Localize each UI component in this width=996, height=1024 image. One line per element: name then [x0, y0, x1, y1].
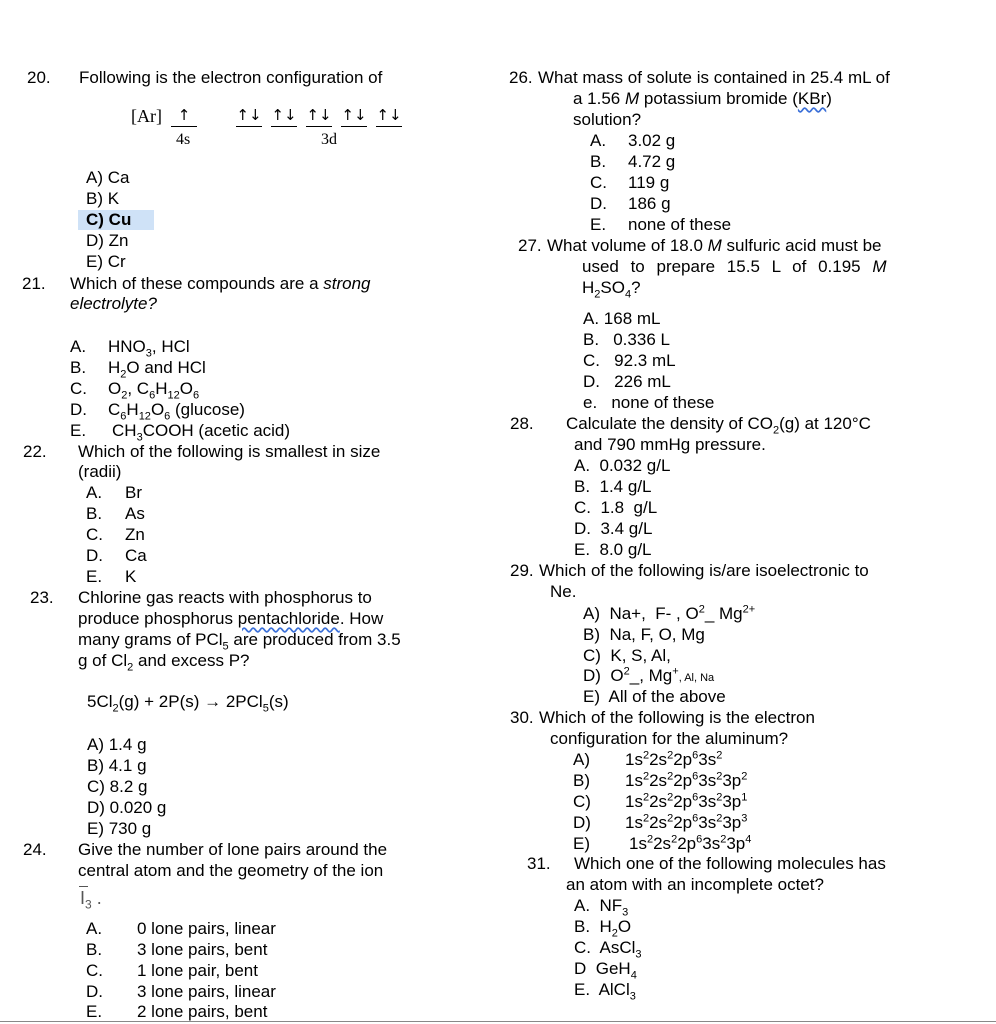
q29-option-b[interactable]: B) Na, F, O, Mg [583, 625, 705, 644]
q23-spellcheck-word: pentachloride [237, 609, 340, 628]
q24-stem-line1: Give the number of lone pairs around the [78, 840, 388, 859]
q26-option-c[interactable]: 119 g [628, 173, 670, 192]
q30-option-e[interactable]: $1s^22s^22p^63s^23p^4$ [629, 833, 752, 853]
q27-option-b[interactable]: B. 0.336 L [583, 330, 670, 349]
q31-stem-line2: an atom with an incomplete octet? [566, 875, 824, 894]
orbital-4s-box: ↑ [171, 104, 197, 127]
q26-stem-text: a 1.56 [573, 89, 625, 108]
page-bottom-divider [0, 1021, 996, 1022]
q30-option-d[interactable]: $1s^22s^22p^63s^23p^3$ [625, 812, 748, 832]
q26-letter-e: E. [590, 215, 607, 234]
q20-option-c-selected[interactable]: C) Cu [78, 210, 154, 230]
q22-stem-line1: Which of the following is smallest in size [78, 442, 381, 461]
q30-number: 30. [510, 708, 534, 727]
q31-option-d[interactable]: D GeH$_4$ [574, 959, 637, 982]
q27-number: 27. [518, 236, 542, 255]
q23-stem-line1: Chlorine gas reacts with phosphorus to [78, 588, 372, 607]
q20-core-config: [Ar] [131, 106, 162, 126]
q31-stem-line1: Which one of the following molecules has [574, 854, 886, 873]
q21-option-c[interactable]: $O_2$, $C_6H_{12}O_6$ [108, 379, 200, 402]
orbital-3d-box: ↑↓ [236, 104, 262, 127]
q30-letter-d: D) [573, 813, 591, 832]
q24-letter-c: C. [86, 961, 103, 980]
q22-letter-e: E. [86, 567, 103, 586]
q24-letter-b: B. [86, 940, 103, 959]
q21-letter-e: E. [70, 421, 87, 440]
q26-spellcheck-word: KBr [797, 89, 827, 108]
q23-stem-line2 [78, 609, 383, 629]
q24-letter-e: E. [86, 1002, 103, 1021]
q22-letter-c: C. [86, 525, 103, 544]
q26-number: 26. [509, 68, 533, 87]
q26-option-a[interactable]: 3.02 g [628, 131, 676, 150]
q26-stem-line2 [573, 89, 832, 109]
q26-stem-line3: solution? [573, 110, 642, 129]
q27-stem-text: sulfuric acid must be [721, 236, 882, 255]
q28-option-a[interactable]: A. 0.032 g/L [574, 456, 671, 475]
q29-option-d[interactable]: D) $O^2\_$, Mg+, Al, Na [583, 665, 715, 685]
q22-option-d[interactable]: Ca [125, 546, 147, 565]
q30-letter-a: A) [573, 750, 590, 769]
q23-stem-text: produce phosphorus [78, 609, 238, 628]
orbital-3d-box: ↑↓ [271, 104, 297, 127]
q23-option-c[interactable]: C) 8.2 g [87, 777, 148, 796]
q27-stem-line2 [582, 257, 887, 277]
q26-option-d[interactable]: 186 g [628, 194, 671, 213]
q27-molar-symbol: M [707, 236, 722, 255]
q21-letter-d: D. [70, 400, 87, 419]
q28-number: 28. [510, 414, 534, 433]
q31-option-b[interactable]: B. $H_2O$ [574, 917, 632, 940]
q24-number: 24. [23, 840, 47, 859]
q29-number: 29. [510, 561, 534, 580]
q27-formula: $H_2SO_4$? [582, 278, 641, 301]
q30-option-b[interactable]: $1s^22s^22p^63s^23p^2$ [625, 770, 748, 790]
q21-stem-line1 [70, 274, 371, 294]
q26-stem-text: potassium bromide ( [639, 89, 798, 108]
q29-stem-line1: Which of the following is/are isoelectronic to [539, 561, 869, 580]
q21-letter-a: A. [70, 337, 87, 356]
q29-option-a[interactable]: A) Na+, F- , $O^2\_$ $Mg^{2+}$ [583, 603, 756, 623]
q23-equation: $5Cl_2(g) + 2P(s) \to 2PCl_5(s)$ [87, 692, 289, 715]
q31-number: 31. [527, 854, 551, 873]
q20-orbital-diagram [171, 104, 441, 154]
q20-number: 20. [27, 68, 51, 87]
orbital-3d-box: ↑↓ [306, 104, 332, 127]
q21-number: 21. [22, 274, 46, 293]
q24-option-e[interactable]: 2 lone pairs, bent [137, 1002, 268, 1021]
q21-letter-b: B. [70, 358, 87, 377]
orbital-3d-box: ↑↓ [376, 104, 402, 127]
q27-stem-text: What volume of 18.0 [547, 236, 708, 255]
q31-option-e[interactable]: E. AlCl$_3$ [574, 980, 636, 1003]
q26-molar-symbol: M [625, 89, 640, 108]
q26-letter-c: C. [590, 173, 607, 192]
q27-option-c[interactable]: C. 92.3 mL [583, 351, 676, 370]
q21-option-b[interactable]: $H_2O$ and HCl [108, 358, 206, 381]
q23-option-d[interactable]: D) 0.020 g [87, 798, 167, 817]
q27-stem-line1 [547, 236, 882, 256]
q22-stem-line2: (radii) [78, 462, 122, 481]
q24-option-d[interactable]: 3 lone pairs, linear [137, 982, 276, 1001]
q26-letter-a: A. [590, 131, 607, 150]
q29-stem-line2: Ne. [550, 582, 577, 601]
q22-option-c[interactable]: Zn [125, 525, 145, 544]
q24-letter-a: A. [86, 919, 103, 938]
q30-letter-b: B) [573, 771, 590, 790]
q23-option-e[interactable]: E) 730 g [87, 819, 152, 838]
q22-option-e[interactable]: K [125, 567, 137, 586]
q21-option-d[interactable]: $C_6H_{12}O_6$ (glucose) [108, 400, 245, 423]
q28-option-e[interactable]: E. 8.0 g/L [574, 540, 652, 559]
q29-option-e[interactable]: E) All of the above [583, 687, 726, 706]
q20-option-a[interactable]: A) Ca [86, 168, 130, 187]
q20-option-d[interactable]: D) Zn [86, 231, 129, 250]
q27-option-d[interactable]: D. 226 mL [583, 372, 671, 391]
q23-number: 23. [30, 588, 54, 607]
orbital-3d-box: ↑↓ [341, 104, 367, 127]
q29-option-c[interactable]: C) K, S, Al, [583, 646, 671, 665]
q23-stem-line4: g of $Cl_2$ and excess P? [78, 651, 250, 674]
q31-option-a[interactable]: A. $NF_3$ [574, 896, 629, 919]
q28-option-b[interactable]: B. 1.4 g/L [574, 477, 652, 496]
q22-option-b[interactable]: As [125, 504, 145, 523]
q23-option-a[interactable]: A) 1.4 g [87, 735, 147, 754]
q30-letter-c: C) [573, 792, 591, 811]
q21-option-a[interactable]: $HNO_3$, HCl [108, 337, 190, 360]
q28-option-c[interactable]: C. 1.8 g/L [574, 498, 658, 517]
label-3d: 3d [321, 131, 337, 148]
q24-option-b[interactable]: 3 lone pairs, bent [137, 940, 268, 959]
q21-letter-c: C. [70, 379, 87, 398]
q21-stem-text: Which of these compounds are a [70, 274, 324, 293]
q22-letter-b: B. [86, 504, 103, 523]
q21-option-e[interactable]: $CH_3COOH$ (acetic acid) [112, 421, 291, 444]
q31-option-c[interactable]: C. AsCl$_3$ [574, 938, 642, 961]
q30-option-a[interactable]: $1s^22s^22p^63s^2$ [625, 749, 723, 769]
q30-option-c[interactable]: $1s^22s^22p^63s^23p^1$ [625, 791, 748, 811]
label-4s: 4s [176, 131, 191, 148]
q26-stem-line1: What mass of solute is contained in 25.4 mL of [538, 68, 890, 87]
q27-option-a[interactable]: A. 168 mL [583, 309, 661, 328]
q20-option-b[interactable]: B) K [86, 189, 120, 208]
q22-option-a[interactable]: Br [125, 483, 142, 502]
q28-stem-line2: and 790 mmHg pressure. [574, 435, 766, 454]
q22-letter-d: D. [86, 546, 103, 565]
q21-stem-line2: electrolyte? [70, 294, 157, 313]
q24-letter-d: D. [86, 982, 103, 1001]
q24-ion-formula: $I_3$ . [80, 888, 102, 912]
q22-number: 22. [23, 442, 47, 461]
q23-stem-text: . How [339, 609, 384, 628]
q28-stem-line1: Calculate the density of $CO_2(g)$ at 120°C [566, 414, 871, 437]
q27-stem-text: used to prepare 15.5 L of 0.195 [582, 257, 873, 276]
q20-option-e[interactable]: E) Cr [86, 252, 126, 271]
q22-letter-a: A. [86, 483, 103, 502]
q28-option-d[interactable]: D. 3.4 g/L [574, 519, 653, 538]
q23-option-b[interactable]: B) 4.1 g [87, 756, 147, 775]
q26-stem-text: ) [826, 89, 832, 108]
q26-letter-b: B. [590, 152, 607, 171]
q30-letter-e: E) [573, 834, 590, 853]
q23-stem-line3: many grams of PCl$_5$ are produced from 3.5 [78, 630, 401, 653]
q24-stem-line2: central atom and the geometry of the ion [78, 861, 384, 880]
q26-option-b[interactable]: 4.72 g [628, 152, 676, 171]
q30-stem-line2: configuration for the aluminum? [550, 729, 789, 748]
q30-stem-line1: Which of the following is the electron [539, 708, 815, 727]
q20-stem: Following is the electron configuration of [79, 68, 383, 87]
q26-letter-d: D. [590, 194, 607, 213]
q26-option-e[interactable]: none of these [628, 215, 732, 234]
q24-option-c[interactable]: 1 lone pair, bent [137, 961, 258, 980]
q27-molar-symbol: M [872, 257, 887, 276]
q27-option-e[interactable]: e. none of these [583, 393, 715, 412]
q24-option-a[interactable]: 0 lone pairs, linear [137, 919, 276, 938]
q21-stem-emphasis: strong [323, 274, 371, 293]
